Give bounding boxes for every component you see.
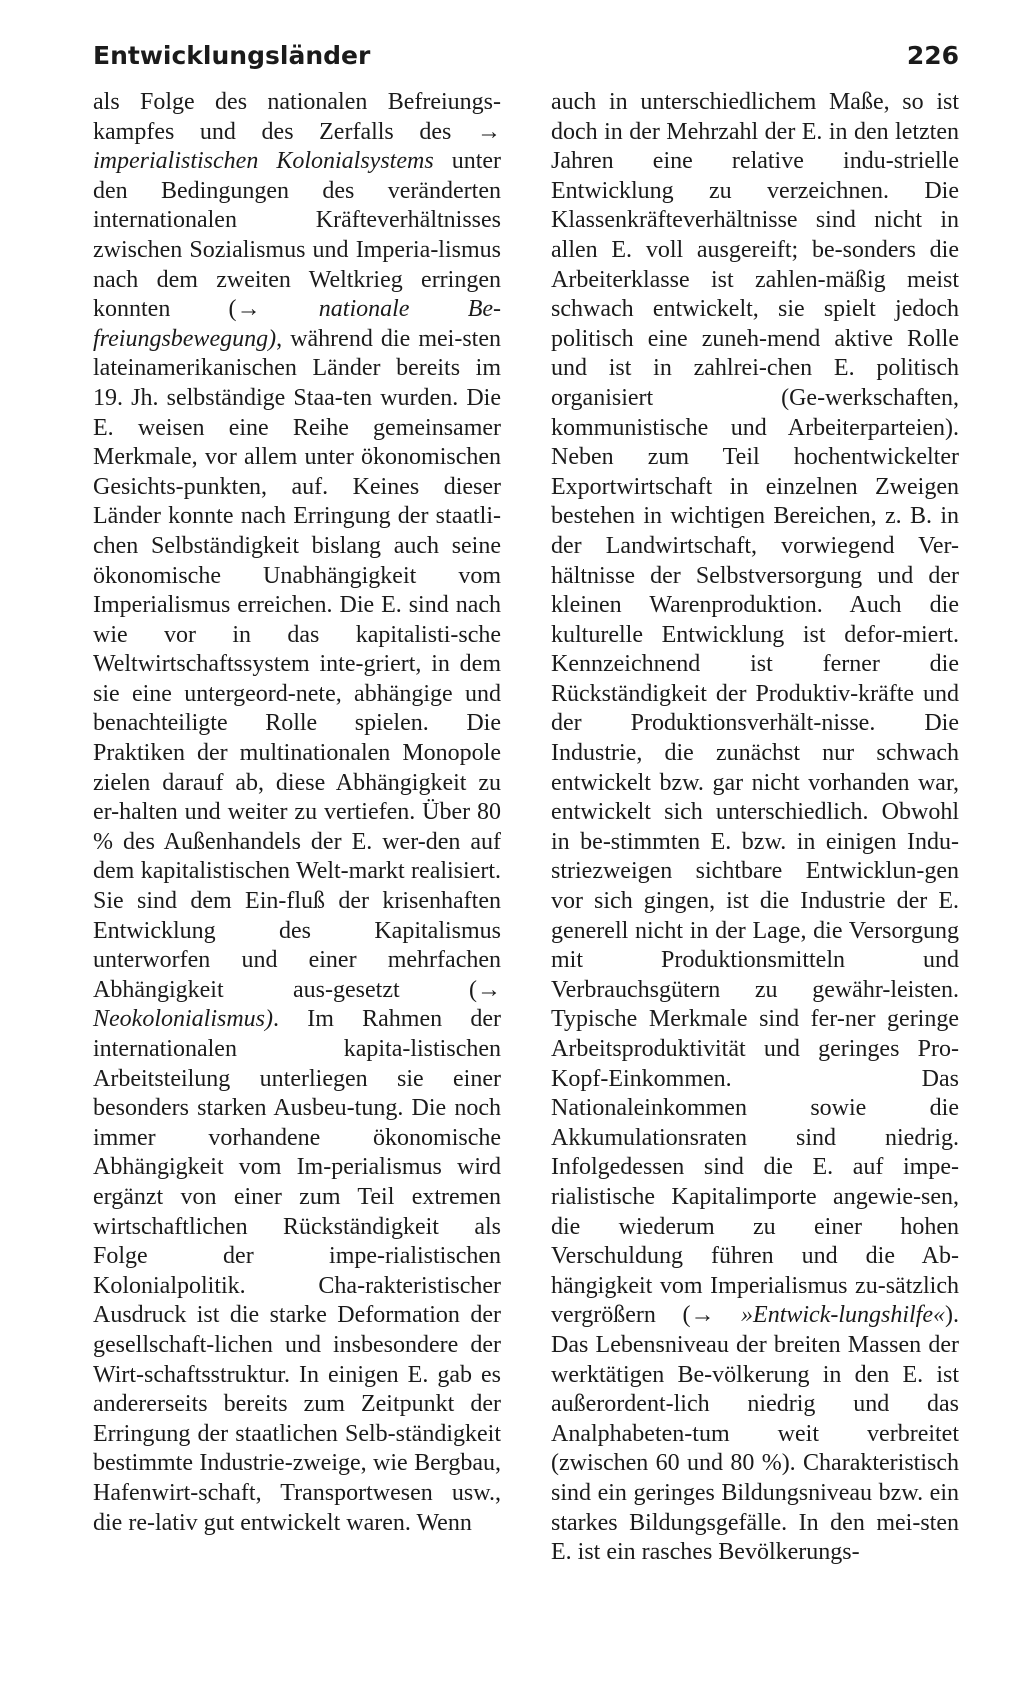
cross-reference-nationale-befreiungsbewegung: → nationale Be-freiungsbewegung) bbox=[93, 296, 502, 352]
cross-reference-entwicklungshilfe: → »Entwick-lungshilfe« bbox=[690, 1302, 945, 1329]
text-run: als Folge des nationalen Befreiungs-kampfes und des Zerfalls des bbox=[93, 89, 501, 145]
page-number: 226 bbox=[906, 41, 959, 70]
text-run: ). Das Lebensniveau der breiten Massen der werktätigen Be-völkerung in den E. ist außerordent-lich niedrig und das Analphabeten-tum weit verbreitet (zwischen 60 und 80 %). Charakteristisch sind ein geringes Bildungsniveau bzw. ein starkes Bildungsgefälle. In den mei-sten E. ist ein rasches Bevölkerungs- bbox=[551, 1302, 959, 1566]
left-column-text bbox=[93, 88, 501, 1538]
text-run: , während die mei-sten lateinamerikanischen Länder bereits im 19. Jh. selbständige Staa-ten wurden. Die E. weisen eine Reihe gemeinsamer Merkmale, vor allem unter ökonomischen Gesichts-punkten, auf. Keines dieser Länder konnte nach Erringung der staatli-chen Selbständigkeit bislang auch seine ökonomische Unabhängigkeit vom Imperialismus erreichen. Die E. sind nach wie vor in das kapitalisti-sche Weltwirtschaftssystem inte-griert, in dem sie eine untergeord-nete, abhängige und benachteiligte Rolle spielen. Die Praktiken der multinationalen Monopole zielen darauf ab, diese Abhängigkeit zu er-halten und weiter zu vertiefen. Über 80 % des Außenhandels der E. wer-den auf dem kapitalistischen Welt-markt realisiert. Sie sind dem Ein-fluß der krisenhaften Entwicklung des Kapitalismus unterworfen und einer mehrfachen Abhängigkeit aus-gesetzt ( bbox=[93, 325, 501, 1003]
text-run: . Im Rahmen der internationalen kapita-listischen Arbeitsteilung unterliegen sie einer besonders starken Ausbeu-tung. Die noch immer vorhandene ökonomische Abhängigkeit vom Im-perialismus wird ergänzt von einer zum Teil extremen wirtschaftlichen Rückständigkeit als Folge der impe-rialistischen Kolonialpolitik. Cha-rakteristischer Ausdruck ist die starke Deformation der gesellschaft-lichen und insbesondere der Wirt-schaftsstruktur. In einigen E. gab es andererseits bereits zum Zeitpunkt der Erringung der staatlichen Selb-ständigkeit bestimmte Industrie-zweige, wie Bergbau, Hafenwirt-schaft, Transportwesen usw., die re-lativ gut entwickelt waren. Wenn bbox=[93, 1006, 501, 1536]
cross-reference-imperialistisches-kolonialsystem: → imperialistischen Kolonialsystems bbox=[93, 118, 501, 175]
text-run: unter den Bedingungen des veränderten internationalen Kräfteverhältnisses zwischen Sozialismus und Imperia-lismus nach dem zweiten Weltkrieg erringen konnten ( bbox=[93, 148, 501, 323]
right-column bbox=[551, 88, 959, 1568]
running-head bbox=[93, 36, 959, 76]
text-run: auch in unterschiedlichem Maße, so ist doch in der Mehrzahl der E. in den letzten Jahren eine relative indu-strielle Entwicklung zu verzeichnen. Die Klassenkräfteverhältnisse sind nicht in allen E. voll ausgereift; be-sonders die Arbeiterklasse ist zahlen-mäßig meist schwach entwickelt, sie spielt jedoch politisch eine zuneh-mend aktive Rolle und ist in zahlrei-chen E. politisch organisiert (Ge-werkschaften, kommunistische und Arbeiterparteien). Neben zum Teil hochentwickelter Exportwirtschaft in einzelnen Zweigen bestehen in wichtigen Bereichen, z. B. in der Landwirtschaft, vorwiegend Ver-hältnisse der Selbstversorgung und der kleinen Warenproduktion. Auch die kulturelle Entwicklung ist defor-miert. Kennzeichnend ist ferner die Rückständigkeit der Produktiv-kräfte und der Produktionsverhält-nisse. Die Industrie, die zunächst nur schwach entwickelt bzw. gar nicht vorhanden war, entwickelt sich unterschiedlich. Obwohl in be-stimmten E. bzw. in einigen Indu-striezweigen sichtbare Entwicklun-gen vor sich gingen, ist die Industrie der E. generell nicht in der Lage, die Versorgung mit Produktionsmitteln und Verbrauchsgütern zu gewähr-leisten. Typische Merkmale sind fer-ner geringe Arbeitsproduktivität und geringes Pro-Kopf-Einkommen. Das Nationaleinkommen sowie die Akkumulationsraten sind niedrig. Infolgedessen sind die E. auf impe-rialistische Kapitalimporte angewie-sen, die wiederum zu einer hohen Verschuldung führen und die Ab-hängigkeit vom Imperialismus zu-sätzlich vergrößern ( bbox=[551, 89, 959, 1329]
left-column bbox=[93, 88, 501, 1538]
running-head-keyword: Entwicklungsländer bbox=[93, 41, 371, 70]
cross-reference-neokolonialismus: → Neokolonialismus) bbox=[93, 976, 501, 1033]
right-column-text bbox=[551, 88, 959, 1568]
